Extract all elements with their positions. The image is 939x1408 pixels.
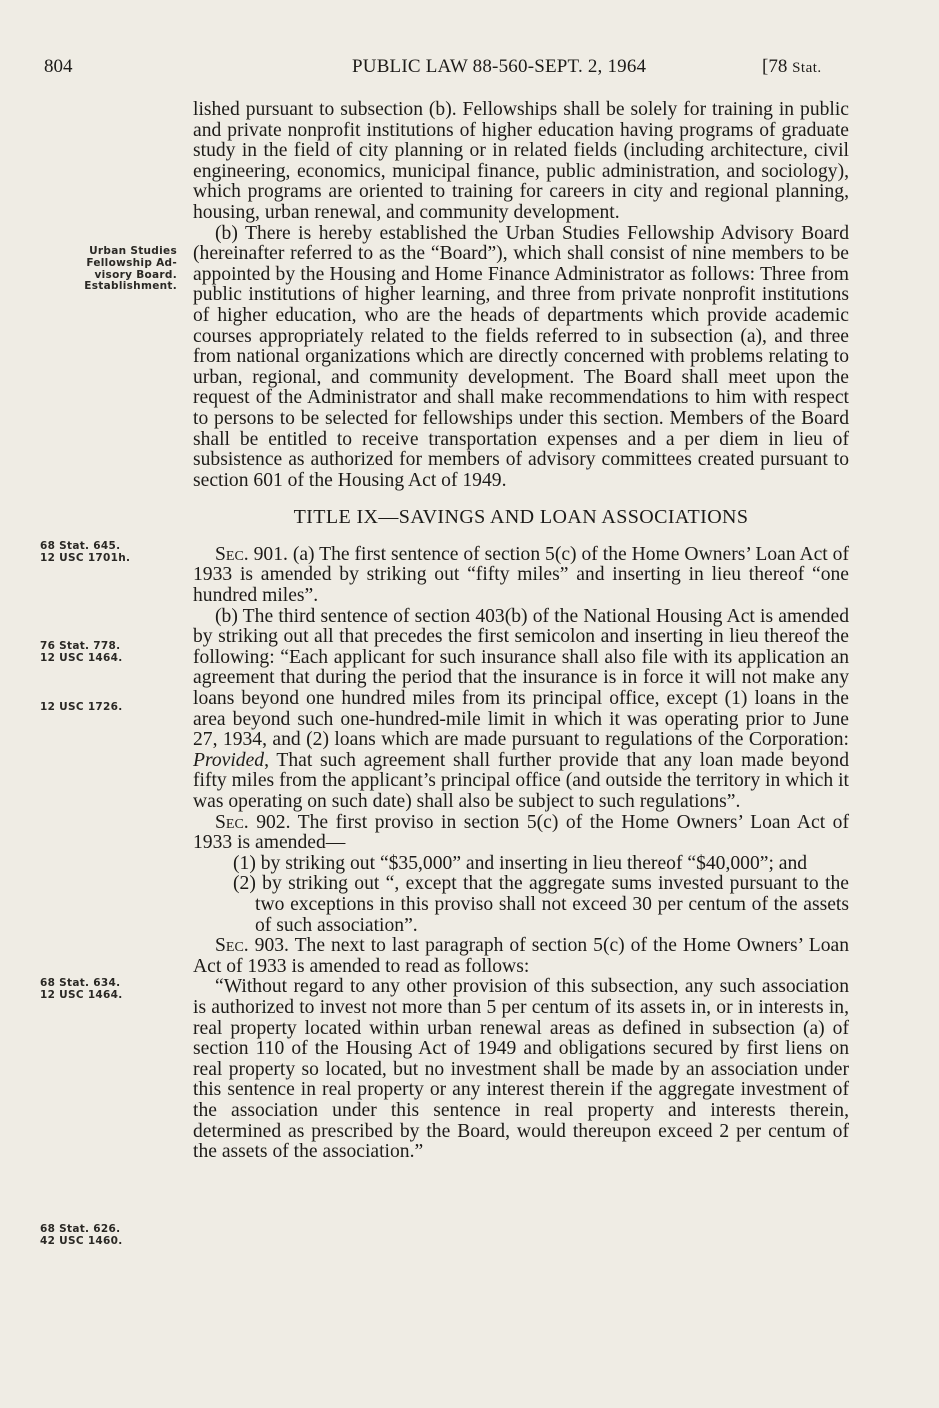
section-label: Sec. xyxy=(215,811,249,833)
statute-volume: [78 xyxy=(762,56,793,77)
quoted-amendment: “Without regard to any other provision of this subsection, any such association is authorized to invest not more than 5 per centum of its assets in, or in interests in, real property located within urban renewal areas as defined in subsection (a) of section 110 of the Housing Act of 1949 and obligations secured by first liens on real property so located, but no investment shall be made by an association under this sentence in real property or any interest therein if the aggregate investment of the association under this sentence in real property and interests therein, determined as prescribed by the Board, would thereupon exceed 2 per centum of the assets of the association.” xyxy=(193,976,849,1163)
margin-line: Urban Studies xyxy=(89,245,177,257)
page-header xyxy=(0,56,939,86)
section-label: Sec. xyxy=(215,543,249,565)
margin-note-68-stat-645 xyxy=(40,541,180,565)
margin-line: 12 USC 1464. xyxy=(40,651,123,664)
margin-note-68-stat-634 xyxy=(40,978,180,1002)
margin-note-68-stat-626 xyxy=(40,1224,180,1248)
margin-line: 68 Stat. 626. xyxy=(40,1223,121,1235)
margin-line: 12 USC 1701h. xyxy=(40,551,131,564)
section-901-b xyxy=(193,607,849,813)
margin-line: 12 USC 1464. xyxy=(40,988,123,1001)
amendment-item-1: (1) by striking out “$35,000” and inserting in lieu thereof “$40,000”; and xyxy=(233,852,808,874)
margin-line: 12 USC 1726. xyxy=(40,701,123,713)
margin-note-12-usc-1726 xyxy=(40,702,180,714)
provided-term: Provided xyxy=(193,749,265,771)
margin-line: Establishment. xyxy=(84,280,177,293)
statute-body xyxy=(193,100,849,1163)
margin-line: 76 Stat. 778. xyxy=(40,640,121,652)
section-903 xyxy=(193,936,849,977)
title-ix-heading: TITLE IX—SAVINGS AND LOAN ASSOCIATIONS xyxy=(293,506,749,529)
paragraph-advisory-board: (b) There is hereby established the Urban Studies Fellowship Advisory Board (hereinafter referred to as the “Board”), which shall consist of nine members to be appointed by the Housing and Home Finance Administrator as follows: Three from public institutions of higher learning, and three from private nonprofit institutions of higher education, who are the heads of departments which provide academic courses appropriately related to the fields referred to in subsection (a), and three from national organizations which are directly concerned with problems relating to urban, regional, and community development. The Board shall meet upon the request of the Administrator and shall make recommendations to him with respect to persons to be selected for fellowships under this section. Members of the Board shall be entitled to receive transportation expenses and a per diem in lieu of subsistence as authorized for members of advisory committees created pursuant to section 601 of the Housing Act of 1949. xyxy=(193,222,849,491)
statute-reference xyxy=(762,56,822,78)
running-head: PUBLIC LAW 88-560-SEPT. 2, 1964 xyxy=(352,56,647,77)
margin-line: visory Board. xyxy=(94,268,177,281)
margin-line: 68 Stat. 645. xyxy=(40,540,121,552)
section-903-text: 903. The next to last paragraph of section 5(c) of the Home Owners’ Loan Act of 1933 is amended to read as follows: xyxy=(193,935,849,977)
statute-label: Stat. xyxy=(792,60,822,76)
section-901 xyxy=(193,545,849,607)
margin-note-76-stat-778 xyxy=(40,641,180,665)
margin-line: 68 Stat. 634. xyxy=(40,977,121,989)
section-901-b-part1: (b) The third sentence of section 403(b) of the National Housing Act is amended by striking out all that precedes the first semicolon and inserting in lieu thereof the following: “Each applicant for such insurance shall also file with its application an agreement that during the period that the insurance is in force it will not make any loans beyond one hundred miles from its principal office, except (1) loans in the area beyond such one-hundred-mile limit in which it was operating prior to June 27, 1934, and (2) loans which are made pursuant to regulations of the Corporation: xyxy=(193,605,849,751)
section-901-b-part2: , That such agreement shall further provide that any loan made beyond fifty miles from the applicant’s principal office (and outside the territory in which it was operating on such date) shall also be subject to such regulations”. xyxy=(193,749,849,812)
margin-line: 42 USC 1460. xyxy=(40,1234,123,1247)
section-label: Sec. xyxy=(215,935,249,957)
amendment-item-2: (2) by striking out “, except that the aggregate sums invested pursuant to the two exceptions in this proviso shall not exceed 30 per centum of the assets of such association”. xyxy=(233,873,849,936)
margin-line: Fellowship Ad- xyxy=(86,256,177,269)
margin-note-fellowship-board xyxy=(40,246,177,293)
section-902-text: 902. The first proviso in section 5(c) of the Home Owners’ Loan Act of 1933 is amended— xyxy=(193,811,849,854)
page-number: 804 xyxy=(44,56,73,77)
section-901-text: 901. (a) The first sentence of section 5(c) of the Home Owners’ Loan Act of 1933 is amended by striking out “fifty miles” and inserting in lieu thereof “one hundred miles”. xyxy=(193,543,849,607)
paragraph-fellowship-training: lished pursuant to subsection (b). Fellowships shall be solely for training in public and private nonprofit institutions of higher education having programs of graduate study in the field of city planning or in related fields (including architecture, civil engineering, economics, municipal finance, public administration, and sociology), which programs are oriented to training for careers in city and regional planning, housing, urban renewal, and community development. xyxy=(193,99,849,223)
section-902 xyxy=(193,813,849,854)
